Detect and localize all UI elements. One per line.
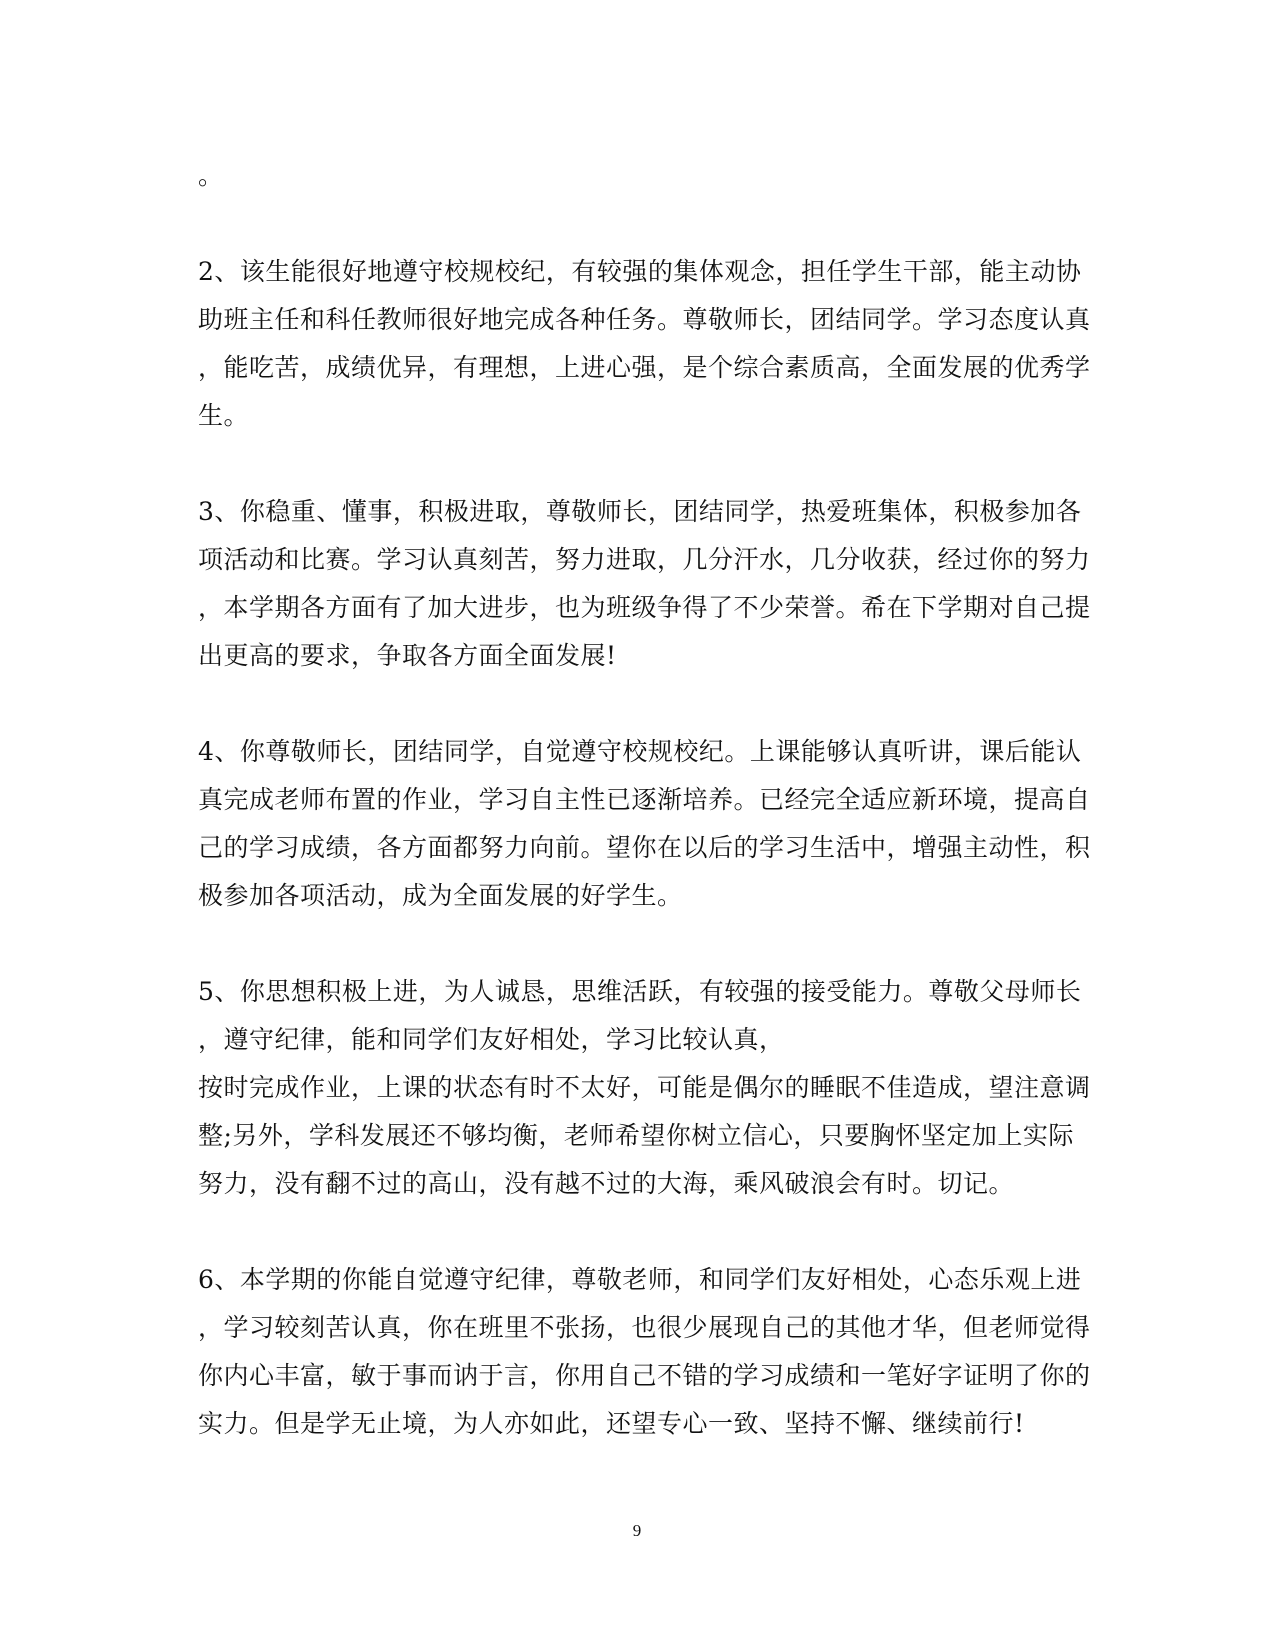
text-line: 4、你尊敬师长，团结同学，自觉遵守校规校纪。上课能够认真听讲，课后能认	[198, 737, 1082, 766]
text-line: 。	[198, 161, 224, 190]
text-line: 你内心丰富，敏于事而讷于言，你用自己不错的学习成绩和一笔好字证明了你的	[198, 1361, 1091, 1390]
text-line: 真完成老师布置的作业，学习自主性已逐渐培养。已经完全适应新环境，提高自	[198, 785, 1091, 814]
text-line: 3、你稳重、懂事，积极进取，尊敬师长，团结同学，热爱班集体，积极参加各	[198, 497, 1082, 526]
document-body	[198, 152, 1091, 1448]
paragraph-gap	[198, 920, 1078, 968]
text-line: ，学习较刻苦认真，你在班里不张扬，也很少展现自己的其他才华，但老师觉得	[198, 1313, 1091, 1342]
text-line: 6、本学期的你能自觉遵守纪律，尊敬老师，和同学们友好相处，心态乐观上进	[198, 1265, 1082, 1294]
text-line: ，遵守纪律，能和同学们友好相处，学习比较认真，	[198, 1025, 785, 1054]
paragraph-gap	[198, 200, 1078, 248]
text-line: 实力。但是学无止境，为人亦如此，还望专心一致、坚持不懈、继续前行!	[198, 1409, 1025, 1438]
text-line: 生。	[198, 401, 250, 430]
text-line: 己的学习成绩，各方面都努力向前。望你在以后的学习生活中，增强主动性，积	[198, 833, 1091, 862]
text-line: 按时完成作业，上课的状态有时不太好，可能是偶尔的睡眠不佳造成，望注意调	[198, 1073, 1091, 1102]
text-line: 极参加各项活动，成为全面发展的好学生。	[198, 881, 683, 910]
text-line: 助班主任和科任教师很好地完成各种任务。尊敬师长，团结同学。学习态度认真	[198, 305, 1091, 334]
page-number: 9	[632, 1521, 642, 1540]
text-line: ，本学期各方面有了加大进步，也为班级争得了不少荣誉。希在下学期对自己提	[198, 593, 1091, 622]
paragraph-gap	[198, 680, 1078, 728]
text-line: 2、该生能很好地遵守校规校纪，有较强的集体观念，担任学生干部，能主动协	[198, 257, 1082, 286]
text-line: 努力，没有翻不过的高山，没有越不过的大海，乘风破浪会有时。切记。	[198, 1169, 1015, 1198]
text-line: 项活动和比赛。学习认真刻苦，努力进取，几分汗水，几分收获，经过你的努力	[198, 545, 1091, 574]
paragraph-gap	[198, 1208, 1078, 1256]
text-line: 5、你思想积极上进，为人诚恳，思维活跃，有较强的接受能力。尊敬父母师长	[198, 977, 1082, 1006]
text-line: ，能吃苦，成绩优异，有理想，上进心强，是个综合素质高，全面发展的优秀学	[198, 353, 1091, 382]
paragraph-gap	[198, 440, 1078, 488]
text-line: 出更高的要求，争取各方面全面发展!	[198, 641, 617, 670]
text-line: 整;另外，学科发展还不够均衡，老师希望你树立信心，只要胸怀坚定加上实际	[198, 1121, 1074, 1150]
